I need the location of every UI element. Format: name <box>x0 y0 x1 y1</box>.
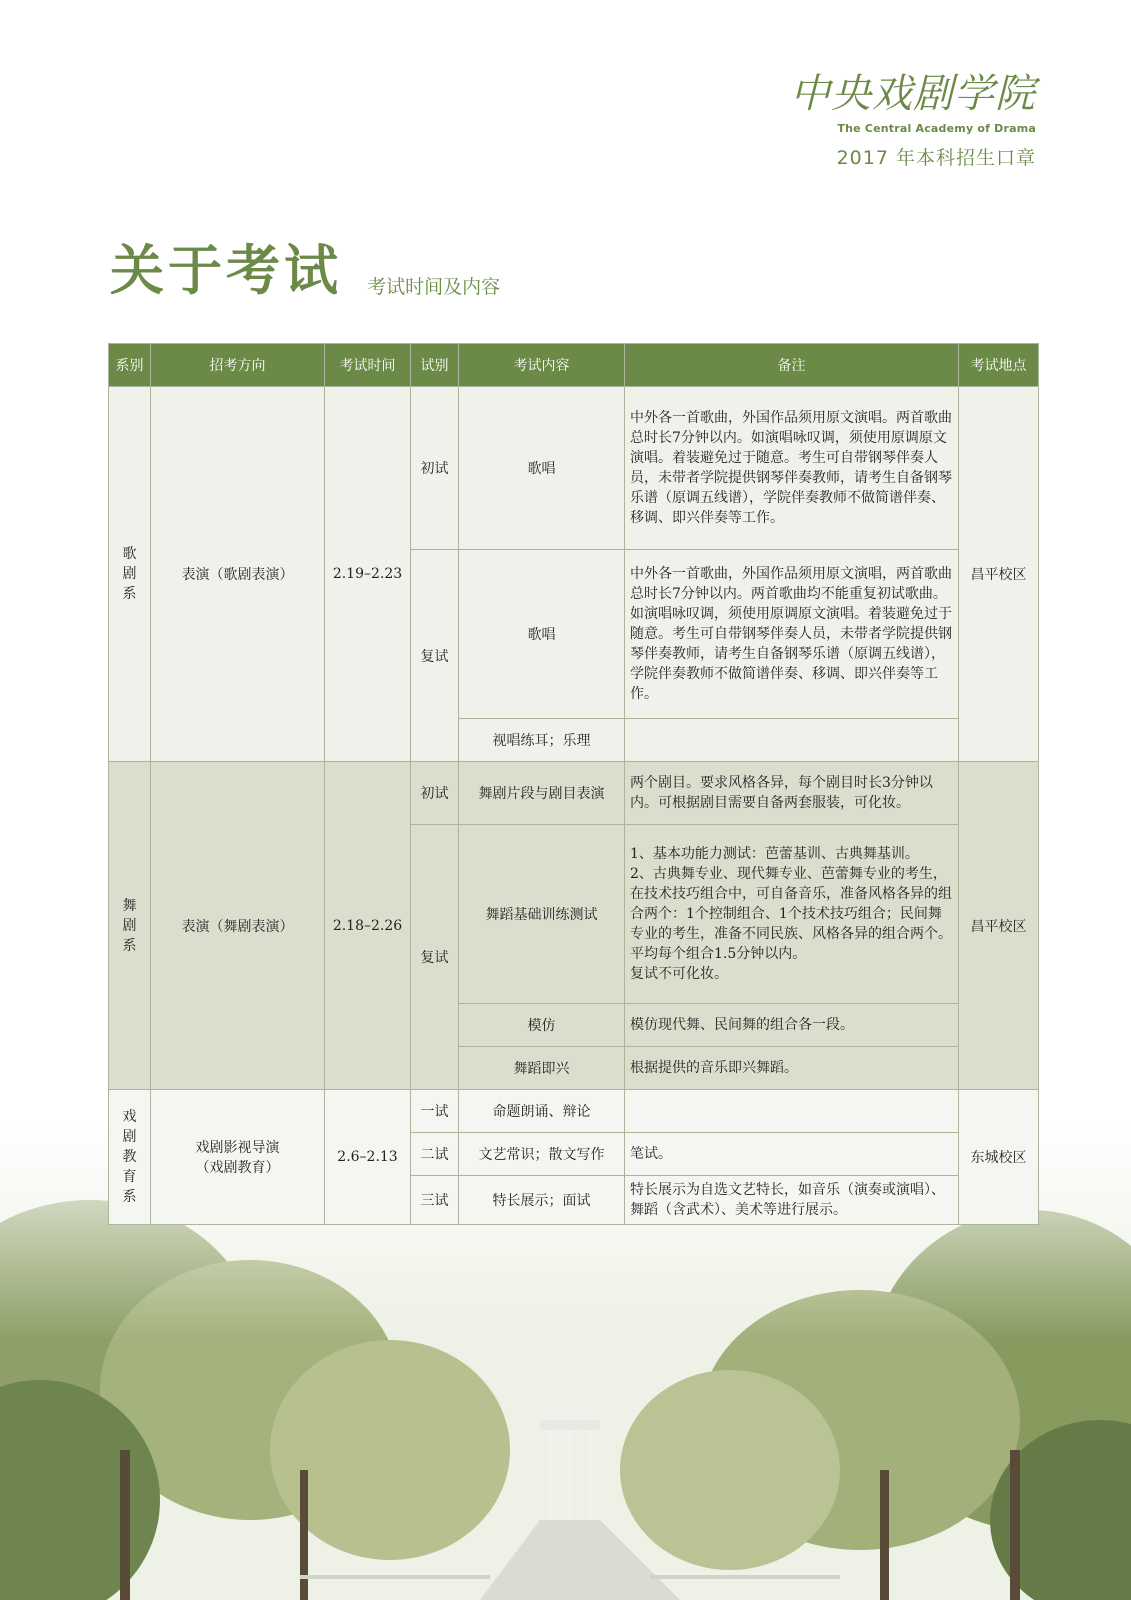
note-cell: 1、基本功能力测试：芭蕾基训、古典舞基训。 2、古典舞专业、现代舞专业、芭蕾舞专业的考生，在技术技巧组合中，可自备音乐，准备风格各异的组合两个：1个控制组合、1个技术技巧组合；民间舞专业的考生，准备不同民族、风格各异的组合两个。平均每个组合1.5分钟以内。 复试不可化妆。 <box>625 825 959 1004</box>
round-cell: 初试 <box>411 762 459 825</box>
page-heading <box>110 228 500 305</box>
note-cell: 笔试。 <box>625 1133 959 1176</box>
round-cell: 初试 <box>411 387 459 550</box>
round-cell: 复试 <box>411 825 459 1090</box>
header-time: 考试时间 <box>325 344 411 387</box>
location-cell: 昌平校区 <box>959 387 1039 762</box>
header-direction: 招考方向 <box>151 344 325 387</box>
content-cell: 歌唱 <box>459 550 625 719</box>
header-round: 试别 <box>411 344 459 387</box>
exam-schedule-table <box>108 343 1039 1225</box>
round-cell: 三试 <box>411 1176 459 1225</box>
dept-cell: 舞剧系 <box>109 762 151 1090</box>
content-cell: 歌唱 <box>459 387 625 550</box>
brand-logo: 中央戏剧学院 <box>790 71 1036 117</box>
content-cell: 模仿 <box>459 1004 625 1047</box>
content-cell: 舞蹈即兴 <box>459 1047 625 1090</box>
brand-block <box>790 70 1036 170</box>
time-cell: 2.18–2.26 <box>325 762 411 1090</box>
header-location: 考试地点 <box>959 344 1039 387</box>
time-cell: 2.19–2.23 <box>325 387 411 762</box>
table-row <box>109 762 1039 825</box>
table-row <box>109 1090 1039 1133</box>
table-header-row <box>109 344 1039 387</box>
note-cell: 中外各一首歌曲，外国作品须用原文演唱。两首歌曲总时长7分钟以内。如演唱咏叹调，须使用原调原文演唱。着装避免过于随意。考生可自带钢琴伴奏人员，未带者学院提供钢琴伴奏教师，请考生自备钢琴乐谱（原调五线谱），学院伴奏教师不做简谱伴奏、移调、即兴伴奏等工作。 <box>625 387 959 550</box>
direction-cell: 表演（歌剧表演） <box>151 387 325 762</box>
time-cell: 2.6–2.13 <box>325 1090 411 1225</box>
round-cell: 复试 <box>411 550 459 762</box>
note-cell: 模仿现代舞、民间舞的组合各一段。 <box>625 1004 959 1047</box>
note-cell <box>625 1090 959 1133</box>
location-cell: 昌平校区 <box>959 762 1039 1090</box>
header-note: 备注 <box>625 344 959 387</box>
content-cell: 文艺常识；散文写作 <box>459 1133 625 1176</box>
round-cell: 一试 <box>411 1090 459 1133</box>
dept-cell: 歌剧系 <box>109 387 151 762</box>
content-cell: 特长展示；面试 <box>459 1176 625 1225</box>
direction-cell: 表演（舞剧表演） <box>151 762 325 1090</box>
brand-english-name: The Central Academy of Drama <box>837 122 1036 135</box>
round-cell: 二试 <box>411 1133 459 1176</box>
note-cell <box>625 719 959 762</box>
page-title: 关于考试 <box>110 238 342 302</box>
note-cell: 中外各一首歌曲，外国作品须用原文演唱，两首歌曲总时长7分钟以内。两首歌曲均不能重复初试歌曲。如演唱咏叹调，须使用原调原文演唱。着装避免过于随意。考生可自带钢琴伴奏人员，未带者学院提供钢琴伴奏教师，请考生自备钢琴乐谱（原调五线谱），学院伴奏教师不做简谱伴奏、移调、即兴伴奏等工作。 <box>625 550 959 719</box>
content-cell: 视唱练耳；乐理 <box>459 719 625 762</box>
content-cell: 舞蹈基础训练测试 <box>459 825 625 1004</box>
location-cell: 东城校区 <box>959 1090 1039 1225</box>
note-cell: 根据提供的音乐即兴舞蹈。 <box>625 1047 959 1090</box>
note-cell: 特长展示为自选文艺特长，如音乐（演奏或演唱）、舞蹈（含武术）、美术等进行展示。 <box>625 1176 959 1225</box>
brand-subtitle: 2017 年本科招生口章 <box>836 147 1036 169</box>
content-cell: 命题朗诵、辩论 <box>459 1090 625 1133</box>
note-cell: 两个剧目。要求风格各异，每个剧目时长3分钟以内。可根据剧目需要自备两套服装，可化妆。 <box>625 762 959 825</box>
content-cell: 舞剧片段与剧目表演 <box>459 762 625 825</box>
dept-cell: 戏剧教育系 <box>109 1090 151 1225</box>
direction-cell: 戏剧影视导演 （戏剧教育） <box>151 1090 325 1225</box>
page-subtitle: 考试时间及内容 <box>367 276 501 298</box>
table-row <box>109 387 1039 550</box>
header-content: 考试内容 <box>459 344 625 387</box>
header-dept: 系别 <box>109 344 151 387</box>
